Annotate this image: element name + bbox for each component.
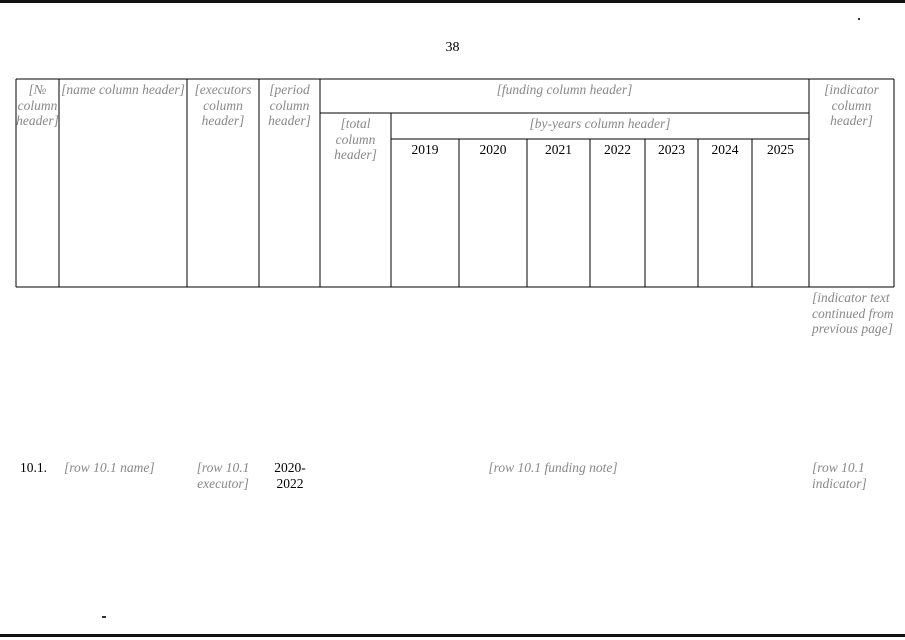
- year-2021: 2021: [545, 142, 572, 157]
- header-number: [№ column header]: [16, 82, 59, 128]
- row-period: 2020-2022: [274, 460, 306, 491]
- continued-indicator: [indicator text continued from previous page]: [812, 290, 894, 336]
- year-2022: 2022: [604, 142, 631, 157]
- year-2024: 2024: [711, 142, 739, 157]
- row-name: [row 10.1 name]: [64, 460, 155, 475]
- scan-speck: [102, 616, 106, 618]
- year-2020: 2020: [479, 142, 507, 157]
- bottom-rule: [0, 634, 905, 637]
- page-number: 38: [445, 40, 460, 55]
- header-name: [name column header]: [61, 82, 185, 97]
- row-executor: [row 10.1 executor]: [196, 460, 250, 491]
- header-indicator: [indicator column header]: [824, 82, 879, 128]
- header-funding: [funding column header]: [496, 82, 633, 97]
- year-2019: 2019: [411, 142, 439, 157]
- header-executors: [executors column header]: [194, 82, 252, 128]
- header-total: [total column header]: [334, 116, 377, 162]
- row-indicator: [row 10.1 indicator]: [812, 460, 867, 491]
- scan-speck: [858, 18, 860, 20]
- row-funding: [row 10.1 funding note]: [488, 460, 618, 475]
- row-number: 10.1.: [20, 460, 47, 475]
- year-2025: 2025: [767, 142, 794, 157]
- year-2023: 2023: [658, 142, 685, 157]
- header-period: [period column header]: [268, 82, 311, 128]
- header-by-years: [by-years column header]: [529, 116, 671, 131]
